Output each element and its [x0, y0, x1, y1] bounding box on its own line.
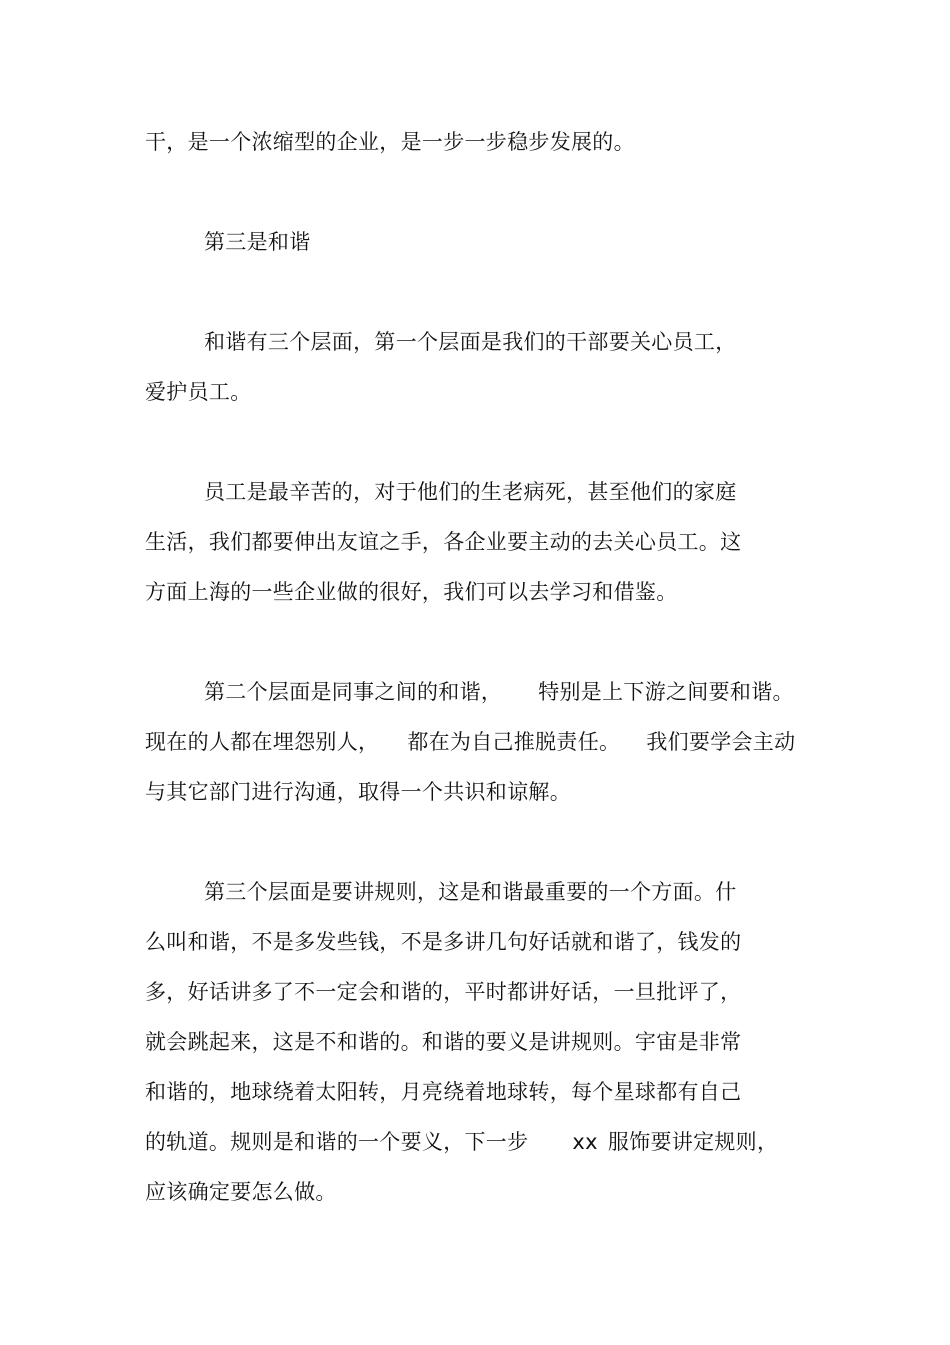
line-text: xx: [572, 1130, 598, 1154]
line-text: 么叫和谐，不是多发些钱，不是多讲几句好话就和谐了，钱发的: [145, 930, 742, 954]
paragraph-line: [204, 478, 737, 506]
line-text: 多，好话讲多了不一定会和谐的，平时都讲好话，一旦批评了，: [145, 980, 742, 1004]
line-text: 应该确定要怎么做。: [145, 1180, 337, 1204]
paragraph-line: [145, 728, 795, 756]
line-text: 第二个层面是同事之间的和谐，: [204, 680, 503, 704]
line-text: 生活，我们都要伸出友谊之手，各企业要主动的去关心员工。这: [145, 530, 742, 554]
paragraph-line: [145, 1028, 741, 1056]
line-text: 第三个层面是要讲规则，这是和谐最重要的一个方面。什: [204, 880, 737, 904]
line-text: 和谐的，地球绕着太阳转，月亮绕着地球转，每个星球都有自己: [145, 1080, 742, 1104]
paragraph-line: [145, 978, 741, 1006]
paragraph-line: [145, 778, 571, 806]
line-text: 都在为自己推脱责任。: [407, 730, 621, 754]
line-text: 爱护员工。: [145, 380, 252, 404]
line-text: 服饰要讲定规则，: [607, 1130, 779, 1154]
paragraph-line: [204, 878, 737, 906]
line-text: 的轨道。规则是和谐的一个要义，下一步: [145, 1130, 529, 1154]
heading-text: 第三是和谐: [204, 230, 311, 254]
line-text: 特别是上下游之间要和谐。: [538, 680, 794, 704]
line-text: 员工是最辛苦的，对于他们的生老病死，甚至他们的家庭: [204, 480, 737, 504]
line-text: 干，是一个浓缩型的企业，是一步一步稳步发展的。: [145, 130, 635, 154]
line-text: 我们要学会主动: [646, 730, 796, 754]
line-text: 现在的人都在埋怨别人，: [145, 730, 380, 754]
line-text: 和谐有三个层面，第一个层面是我们的干部要关心员工，: [204, 330, 737, 354]
line-text: 就会跳起来，这是不和谐的。和谐的要义是讲规则。宇宙是非常: [145, 1030, 742, 1054]
line-text: 方面上海的一些企业做的很好，我们可以去学习和借鉴。: [145, 580, 678, 604]
paragraph-line: [145, 1078, 741, 1106]
paragraph-line: [145, 928, 741, 956]
paragraph-line: [204, 678, 794, 706]
paragraph-line: [145, 1178, 337, 1206]
paragraph-line: [145, 128, 635, 156]
paragraph-line: [204, 328, 737, 356]
paragraph-line: [145, 378, 252, 406]
section-heading: [204, 228, 311, 256]
paragraph-line: [145, 528, 741, 556]
paragraph-line: [145, 1128, 778, 1156]
paragraph-line: [145, 578, 678, 606]
line-text: 与其它部门进行沟通，取得一个共识和谅解。: [145, 780, 571, 804]
